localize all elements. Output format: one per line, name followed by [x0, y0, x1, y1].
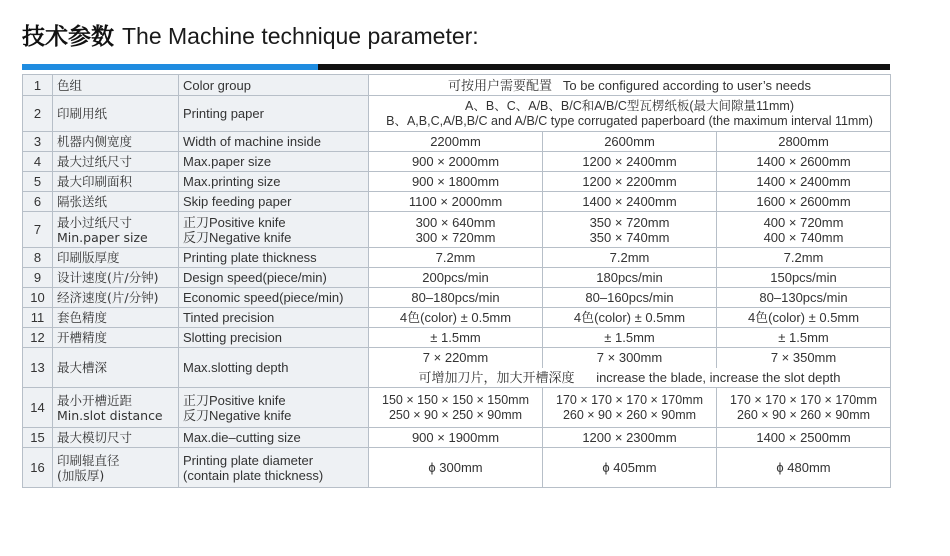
row-number: 14	[23, 388, 53, 428]
config-note	[369, 75, 891, 96]
value-line: 170 × 170 × 170 × 170mm	[556, 392, 703, 407]
paper-types-en: B、A,B,C,A/B,B/C and A/B/C type corrugated paperboard (the maximum interval 11mm)	[386, 113, 873, 128]
param-name-cn	[53, 388, 179, 428]
row-number: 11	[23, 308, 53, 328]
table-row	[23, 348, 891, 368]
value-cell: 4色(color) ± 0.5mm	[717, 308, 891, 328]
param-name-en: Economic speed(piece/min)	[179, 288, 369, 308]
paper-types-cn: A、B、C、A/B、B/C和A/B/C型瓦楞纸板(最大间隙量11mm)	[465, 98, 794, 113]
table-row	[23, 268, 891, 288]
table-row	[23, 448, 891, 488]
value-cell	[369, 212, 543, 248]
value-cell: 1400 × 2500mm	[717, 428, 891, 448]
parameter-table	[22, 74, 891, 488]
value-cell: ± 1.5mm	[717, 328, 891, 348]
value-line: 350 × 740mm	[589, 229, 670, 245]
param-name-cn	[53, 212, 179, 248]
value-line: 260 × 90 × 260 × 90mm	[562, 407, 697, 422]
row-number: 6	[23, 192, 53, 212]
param-name-cn: 最大印刷面积	[53, 172, 179, 192]
value-cell: 1600 × 2600mm	[717, 192, 891, 212]
param-name-cn-line: 最小过纸尺寸	[57, 214, 133, 230]
param-name-cn: 开槽精度	[53, 328, 179, 348]
param-name-cn: 最大槽深	[53, 348, 179, 388]
value-cell: 900 × 2000mm	[369, 152, 543, 172]
param-name-cn-line: 最小开槽近距	[57, 392, 133, 408]
value-line: 350 × 720mm	[589, 214, 670, 230]
param-name-en: Tinted precision	[179, 308, 369, 328]
value-cell: 7.2mm	[369, 248, 543, 268]
table-row	[23, 248, 891, 268]
value-cell: 7 × 350mm	[717, 348, 891, 368]
param-name-en: Design speed(piece/min)	[179, 268, 369, 288]
table-row	[23, 388, 891, 428]
row-number: 3	[23, 132, 53, 152]
param-name-en: Printing plate thickness	[179, 248, 369, 268]
value-line: 260 × 90 × 260 × 90mm	[736, 407, 871, 422]
param-name-en: Slotting precision	[179, 328, 369, 348]
param-name-en: Skip feeding paper	[179, 192, 369, 212]
value-line: 170 × 170 × 170 × 170mm	[730, 392, 878, 407]
value-cell: 180pcs/min	[543, 268, 717, 288]
value-cell: 1400 × 2400mm	[543, 192, 717, 212]
param-name-cn: 经济速度(片/分钟)	[53, 288, 179, 308]
value-cell	[717, 388, 891, 428]
blade-note	[369, 368, 891, 388]
param-name-cn: 色组	[53, 75, 179, 96]
heading-en: The Machine technique parameter:	[122, 23, 479, 49]
table-row	[23, 428, 891, 448]
value-cell: 1200 × 2400mm	[543, 152, 717, 172]
param-name-cn: 印刷用纸	[53, 96, 179, 132]
param-name-en-line: Printing plate diameter	[183, 452, 314, 468]
blade-note-en: increase the blade, increase the slot depth	[596, 370, 841, 385]
value-cell: 7.2mm	[717, 248, 891, 268]
row-number: 13	[23, 348, 53, 388]
value-cell: 80–160pcs/min	[543, 288, 717, 308]
accent-bar	[22, 64, 318, 70]
value-line: 400 × 720mm	[763, 214, 844, 230]
value-cell: 1200 × 2200mm	[543, 172, 717, 192]
table-row	[23, 172, 891, 192]
param-name-en-line: Min.slot distance	[57, 407, 163, 423]
param-name-cn	[53, 448, 179, 488]
value-cell: 80–180pcs/min	[369, 288, 543, 308]
param-name-cn-line: (加版厚)	[57, 467, 105, 483]
param-name-cn: 机器内侧宽度	[53, 132, 179, 152]
param-name-en: Max.paper size	[179, 152, 369, 172]
param-name-en: Max.die–cutting size	[179, 428, 369, 448]
value-cell: ± 1.5mm	[369, 328, 543, 348]
value-cell: 7.2mm	[543, 248, 717, 268]
value-cell: 2200mm	[369, 132, 543, 152]
param-name-cn: 套色精度	[53, 308, 179, 328]
table-row	[23, 152, 891, 172]
value-line: 150 × 150 × 150 × 150mm	[382, 392, 529, 407]
param-name-cn-line: 印刷辊直径	[57, 452, 120, 468]
row-number: 5	[23, 172, 53, 192]
param-name-en	[179, 388, 369, 428]
value-cell: 900 × 1900mm	[369, 428, 543, 448]
param-name-cn: 最大模切尺寸	[53, 428, 179, 448]
param-name-en: Max.printing size	[179, 172, 369, 192]
param-name-en	[179, 212, 369, 248]
param-name-en: Width of machine inside	[179, 132, 369, 152]
row-number: 12	[23, 328, 53, 348]
table-row	[23, 96, 891, 132]
param-name-en	[179, 448, 369, 488]
row-number: 2	[23, 96, 53, 132]
table-row	[23, 328, 891, 348]
value-cell: 7 × 300mm	[543, 348, 717, 368]
table-row	[23, 288, 891, 308]
page-heading	[22, 18, 479, 54]
row-number: 15	[23, 428, 53, 448]
heading-cn: 技术参数	[22, 24, 114, 50]
blade-note-cn: 可增加刀片，加大开槽深度	[418, 370, 575, 385]
row-number: 16	[23, 448, 53, 488]
param-name-en-line: Min.paper size	[57, 229, 148, 245]
value-line: 400 × 740mm	[763, 229, 844, 245]
param-name-en: Max.slotting depth	[179, 348, 369, 388]
table-row	[23, 212, 891, 248]
value-cell	[369, 388, 543, 428]
positive-knife-label: 正刀Positive knife	[183, 392, 286, 408]
row-number: 7	[23, 212, 53, 248]
table-row	[23, 132, 891, 152]
value-cell: 2600mm	[543, 132, 717, 152]
value-cell: 1100 × 2000mm	[369, 192, 543, 212]
row-number: 4	[23, 152, 53, 172]
param-name-cn: 最大过纸尺寸	[53, 152, 179, 172]
value-cell	[543, 212, 717, 248]
value-line: 300 × 640mm	[415, 214, 496, 230]
value-cell: 150pcs/min	[717, 268, 891, 288]
row-number: 10	[23, 288, 53, 308]
param-name-en-line: (contain plate thickness)	[183, 467, 324, 483]
value-cell: 1400 × 2400mm	[717, 172, 891, 192]
value-cell: 4色(color) ± 0.5mm	[369, 308, 543, 328]
negative-knife-label: 反刀Negative knife	[183, 229, 292, 245]
value-cell	[717, 212, 891, 248]
value-line: 300 × 720mm	[415, 229, 496, 245]
config-note-en: To be configured according to user’s needs	[562, 77, 811, 93]
paper-types	[369, 96, 891, 132]
negative-knife-label: 反刀Negative knife	[183, 407, 292, 423]
value-cell: ± 1.5mm	[543, 328, 717, 348]
value-cell: ϕ 300mm	[369, 448, 543, 488]
value-cell: 200pcs/min	[369, 268, 543, 288]
table-row	[23, 308, 891, 328]
value-cell: ϕ 405mm	[543, 448, 717, 488]
positive-knife-label: 正刀Positive knife	[183, 214, 286, 230]
row-number: 9	[23, 268, 53, 288]
value-cell: ϕ 480mm	[717, 448, 891, 488]
param-name-cn: 设计速度(片/分钟)	[53, 268, 179, 288]
value-cell: 7 × 220mm	[369, 348, 543, 368]
config-note-cn: 可按用户需要配置	[448, 77, 553, 93]
param-name-en: Color group	[179, 75, 369, 96]
param-name-cn: 印刷版厚度	[53, 248, 179, 268]
table-row	[23, 75, 891, 96]
value-line: 250 × 90 × 250 × 90mm	[388, 407, 523, 422]
value-cell	[543, 388, 717, 428]
value-cell: 2800mm	[717, 132, 891, 152]
param-name-en: Printing paper	[179, 96, 369, 132]
value-cell: 4色(color) ± 0.5mm	[543, 308, 717, 328]
header-bar	[318, 64, 890, 70]
row-number: 1	[23, 75, 53, 96]
value-cell: 80–130pcs/min	[717, 288, 891, 308]
value-cell: 900 × 1800mm	[369, 172, 543, 192]
row-number: 8	[23, 248, 53, 268]
param-name-cn: 隔张送纸	[53, 192, 179, 212]
value-cell: 1200 × 2300mm	[543, 428, 717, 448]
value-cell: 1400 × 2600mm	[717, 152, 891, 172]
table-row	[23, 192, 891, 212]
